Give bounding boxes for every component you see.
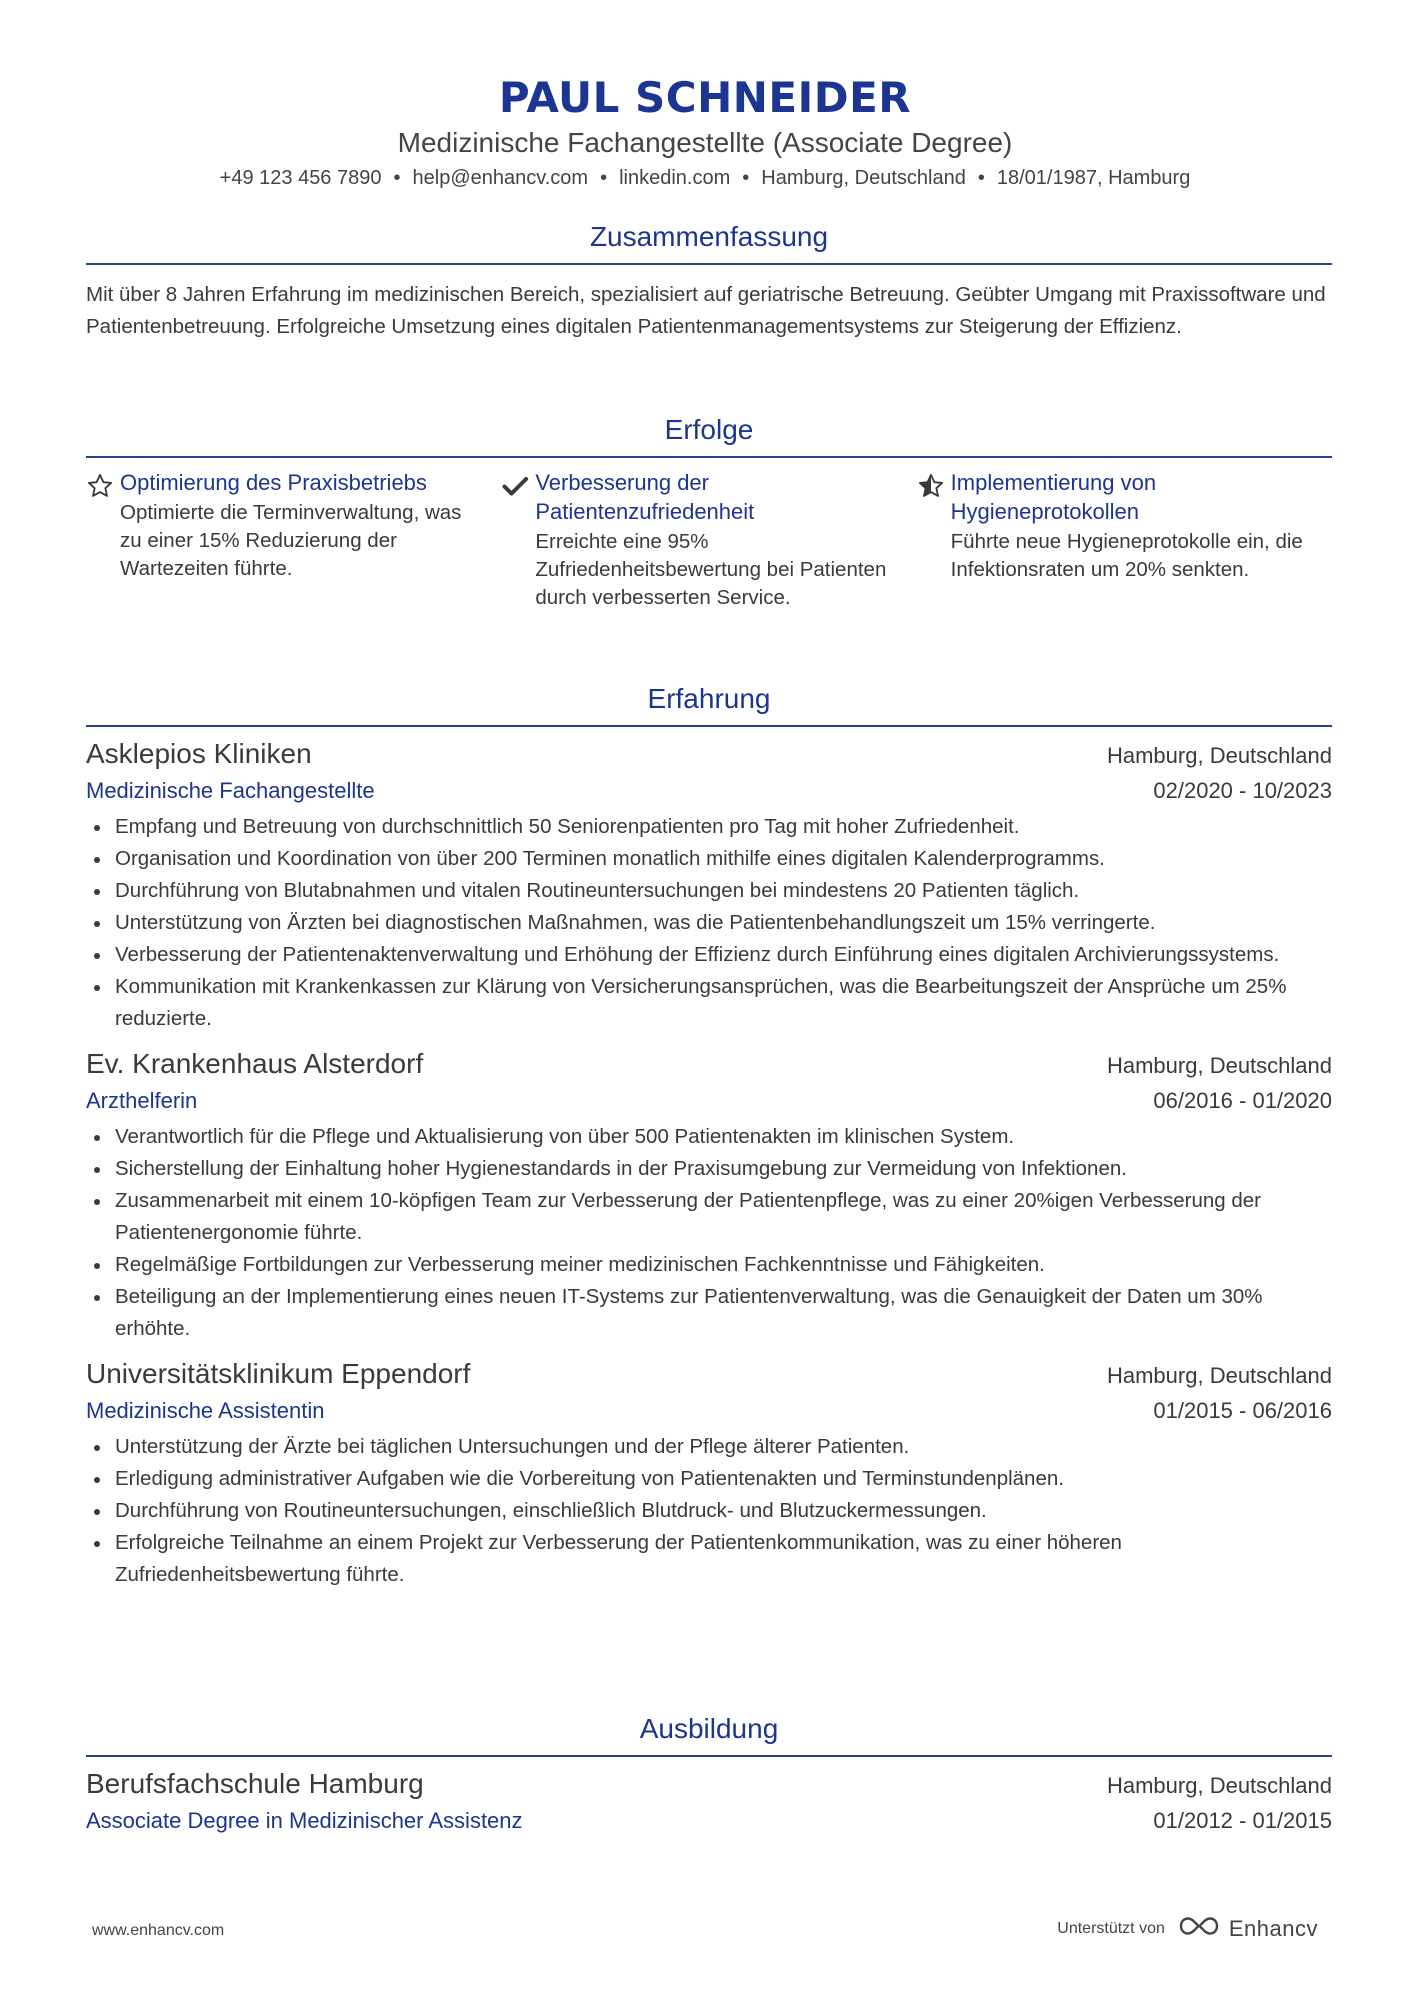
achievement-title: Verbesserung der Patientenzufriedenheit	[535, 470, 755, 524]
education-dates: 01/2012 - 01/2015	[1153, 1808, 1332, 1833]
experience-section	[86, 681, 1332, 1591]
separator-dot: •	[977, 167, 985, 189]
separator-dot: •	[742, 167, 750, 189]
list-item: Erledigung administrativer Aufgaben wie die Vorbereitung von Patientenakten und Terminstundenplänen.	[86, 1463, 1332, 1495]
experience-title: Erfahrung	[86, 681, 1332, 727]
job-bullets	[86, 1431, 1332, 1591]
summary-section	[86, 219, 1332, 343]
summary-title: Zusammenfassung	[86, 219, 1332, 265]
brand-name: Enhancv	[1228, 1915, 1318, 1941]
resume-header	[0, 72, 1410, 192]
company-name: Ev. Krankenhaus Alsterdorf	[86, 1048, 424, 1079]
list-item: Empfang und Betreuung von durchschnittlich 50 Seniorenpatienten pro Tag mit hoher Zufriedenheit.	[86, 811, 1332, 843]
achievements-section	[86, 412, 1332, 612]
list-item: Organisation und Koordination von über 200 Terminen monatlich mithilfe eines digitalen Kalenderprogramms.	[86, 843, 1332, 875]
list-item: Durchführung von Routineuntersuchungen, einschließlich Blutdruck- und Blutzuckermessungen.	[86, 1495, 1332, 1527]
job-dates: 02/2020 - 10/2023	[1153, 778, 1332, 803]
company-name: Universitätsklinikum Eppendorf	[86, 1358, 471, 1389]
separator-dot: •	[600, 167, 608, 189]
education-entry	[86, 1765, 1332, 1837]
star-outline-icon	[86, 468, 120, 612]
achievement-item	[86, 468, 501, 612]
achievement-desc: Erreichte eine 95% Zufriedenheitsbewertung bei Patienten durch verbesserten Service.	[535, 530, 887, 609]
list-item: Verantwortlich für die Pflege und Aktualisierung von über 500 Patientenakten im klinischen System.	[86, 1121, 1332, 1153]
candidate-name: PAUL SCHNEIDER	[498, 73, 912, 122]
job-role: Arzthelferin	[86, 1088, 198, 1113]
experience-entry	[86, 1355, 1332, 1591]
contact-location: Hamburg, Deutschland	[761, 167, 966, 189]
job-role: Medizinische Fachangestellte	[86, 778, 375, 803]
footer-website[interactable]: www.enhancv.com	[92, 1922, 225, 1939]
checkmark-icon	[501, 468, 535, 612]
job-dates: 01/2015 - 06/2016	[1153, 1398, 1332, 1423]
school-location: Hamburg, Deutschland	[1106, 1773, 1332, 1798]
contact-birth: 18/01/1987, Hamburg	[996, 167, 1191, 189]
list-item: Erfolgreiche Teilnahme an einem Projekt zur Verbesserung der Patientenkommunikation, was zu einer höheren Zufriedenheitsbewertung führte.	[86, 1527, 1332, 1591]
footer-branding	[1057, 1914, 1318, 1943]
list-item: Sicherstellung der Einhaltung hoher Hygienestandards in der Praxisumgebung zur Vermeidung von Infektionen.	[86, 1153, 1332, 1185]
list-item: Unterstützung der Ärzte bei täglichen Untersuchungen und der Pflege älterer Patienten.	[86, 1431, 1332, 1463]
job-location: Hamburg, Deutschland	[1106, 743, 1332, 768]
list-item: Beteiligung an der Implementierung eines neuen IT-Systems zur Patientenverwaltung, was die Genauigkeit der Daten um 30% erhöhte.	[86, 1281, 1332, 1345]
list-item: Unterstützung von Ärzten bei diagnostischen Maßnahmen, was die Patientenbehandlungszeit um 15% verringerte.	[86, 907, 1332, 939]
enhancv-logo-icon	[1177, 1914, 1221, 1943]
list-item: Zusammenarbeit mit einem 10-köpfigen Team zur Verbesserung der Patientenpflege, was zu einer 20%igen Verbesserung der Patientenergonomie führte.	[86, 1185, 1332, 1249]
achievements-title: Erfolge	[86, 412, 1332, 458]
achievement-desc: Führte neue Hygieneprotokolle ein, die Infektionsraten um 20% senkten.	[950, 530, 1303, 581]
job-location: Hamburg, Deutschland	[1106, 1053, 1332, 1078]
achievement-item	[917, 468, 1332, 612]
job-role: Medizinische Assistentin	[86, 1398, 325, 1423]
list-item: Durchführung von Blutabnahmen und vitalen Routineuntersuchungen bei mindestens 20 Patienten täglich.	[86, 875, 1332, 907]
contact-linkedin[interactable]: linkedin.com	[619, 167, 731, 189]
education-title: Ausbildung	[86, 1711, 1332, 1757]
achievement-title: Implementierung von Hygieneprotokollen	[950, 470, 1157, 524]
contact-email[interactable]: help@enhancv.com	[412, 167, 589, 189]
list-item: Kommunikation mit Krankenkassen zur Klärung von Versicherungsansprüchen, was die Bearbeitungszeit der Ansprüche um 25% reduzierte.	[86, 971, 1332, 1035]
degree-name: Associate Degree in Medizinischer Assistenz	[86, 1808, 523, 1833]
company-name: Asklepios Kliniken	[86, 738, 312, 769]
experience-entry	[86, 735, 1332, 1035]
achievement-title: Optimierung des Praxisbetriebs	[120, 470, 427, 495]
powered-by-text: Unterstützt von	[1057, 1919, 1165, 1937]
half-star-icon	[917, 468, 951, 612]
job-bullets	[86, 811, 1332, 1035]
school-name: Berufsfachschule Hamburg	[86, 1768, 424, 1799]
summary-text: Mit über 8 Jahren Erfahrung im medizinischen Bereich, spezialisiert auf geriatrische Betreuung. Geübter Umgang mit Praxissoftware und Patientenbetreuung. Erfolgreiche Umsetzung eines digitalen Patientenmanagementsystems zur Steigerung der Effizienz.	[86, 283, 1326, 338]
contact-phone: +49 123 456 7890	[219, 167, 382, 189]
job-bullets	[86, 1121, 1332, 1345]
education-section	[86, 1711, 1332, 1837]
list-item: Regelmäßige Fortbildungen zur Verbesserung meiner medizinischen Fachkenntnisse und Fähigkeiten.	[86, 1249, 1332, 1281]
achievements-row	[86, 468, 1332, 612]
job-dates: 06/2016 - 01/2020	[1153, 1088, 1332, 1113]
list-item: Verbesserung der Patientenaktenverwaltung und Erhöhung der Effizienz durch Einführung eines digitalen Archivierungssystems.	[86, 939, 1332, 971]
job-location: Hamburg, Deutschland	[1106, 1363, 1332, 1388]
contact-line	[0, 164, 1410, 192]
achievement-item	[501, 468, 916, 612]
experience-entry	[86, 1045, 1332, 1345]
separator-dot: •	[393, 167, 401, 189]
achievement-desc: Optimierte die Terminverwaltung, was zu einer 15% Reduzierung der Wartezeiten führte.	[120, 501, 462, 580]
candidate-headline: Medizinische Fachangestellte (Associate Degree)	[397, 127, 1013, 158]
